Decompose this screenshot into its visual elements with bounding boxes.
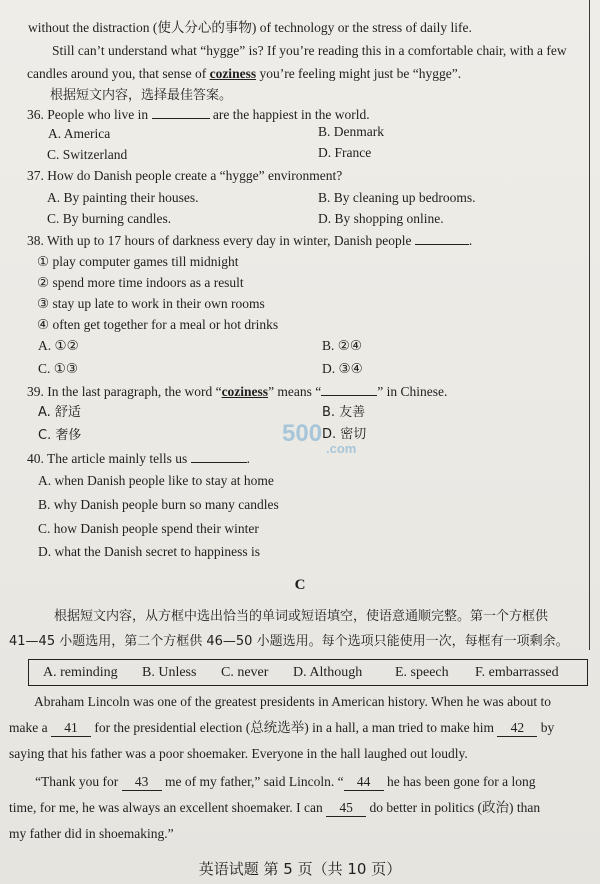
word-bank-option-d: D. Although bbox=[293, 665, 363, 680]
q37-option-c[interactable]: C. By burning candles. bbox=[47, 211, 172, 226]
passage-text: candles around you, that sense of bbox=[27, 66, 210, 81]
watermark-logo-icon bbox=[278, 415, 368, 457]
q36-option-c[interactable]: C. Switzerland bbox=[47, 147, 128, 162]
blank-43[interactable]: 43 bbox=[122, 774, 162, 791]
question-40-stem: 40. The article mainly tells us . bbox=[27, 451, 250, 466]
q38-item-2: ② spend more time indoors as a result bbox=[37, 275, 244, 290]
para-text: time, for me, he was always an excellent shoemaker. I can bbox=[9, 800, 327, 815]
word-bank-option-b: B. Unless bbox=[142, 665, 197, 680]
passage-line-2: Still can’t understand what “hygge” is? If you’re reading this in a comfortable chair, with a few bbox=[52, 43, 567, 58]
q36-option-d[interactable]: D. France bbox=[318, 145, 372, 160]
stem-text: 38. With up to 17 hours of darkness every day in winter, Danish people bbox=[27, 233, 412, 248]
q39-option-d[interactable]: D. 密切 bbox=[322, 427, 367, 442]
word-bank-box bbox=[28, 659, 588, 686]
coziness-word: coziness bbox=[221, 384, 269, 399]
answer-blank[interactable] bbox=[152, 118, 210, 119]
stem-text: ” means “ bbox=[268, 384, 322, 399]
passage-line-3 bbox=[27, 66, 461, 82]
paragraph-2-line-3: my father did in shoemaking.” bbox=[9, 826, 174, 841]
q37-option-d[interactable]: D. By shopping online. bbox=[318, 211, 444, 226]
question-37-stem: 37. How do Danish people create a “hygge” environment? bbox=[27, 168, 343, 183]
para-text: he has been gone for a long bbox=[383, 774, 536, 789]
para-text: me of my father,” said Lincoln. “ bbox=[161, 774, 344, 789]
instruction-text: 根据短文内容，选择最佳答案。 bbox=[50, 88, 233, 103]
q36-option-b[interactable]: B. Denmark bbox=[318, 124, 384, 139]
answer-blank[interactable] bbox=[321, 395, 377, 396]
coziness-word: coziness bbox=[209, 66, 257, 81]
q40-option-d[interactable]: D. what the Danish secret to happiness is bbox=[38, 544, 260, 559]
section-c-instruction-2: 41—45 小题选用，第二个方框供 46—50 小题选用。每个选项只能使用一次，每框有一项剩余。 bbox=[9, 634, 569, 649]
stem-text: 39. In the last paragraph, the word “ bbox=[27, 384, 222, 399]
word-bank-option-a: A. reminding bbox=[43, 665, 118, 680]
q36-option-a[interactable]: A. America bbox=[48, 126, 111, 141]
q38-option-b[interactable]: B. ②④ bbox=[322, 338, 362, 353]
answer-blank[interactable] bbox=[415, 244, 469, 245]
q40-option-c[interactable]: C. how Danish people spend their winter bbox=[38, 521, 259, 536]
q40-option-a[interactable]: A. when Danish people like to stay at home bbox=[38, 473, 274, 488]
para-text: for the presidential election (总统选举) in a hall, a man tried to make him bbox=[90, 720, 498, 735]
blank-42[interactable]: 42 bbox=[497, 720, 537, 737]
blank-44[interactable]: 44 bbox=[344, 774, 384, 791]
watermark-text: 500 bbox=[282, 420, 323, 447]
paragraph-2-line-2 bbox=[9, 800, 540, 817]
word-bank-option-f: F. embarrassed bbox=[475, 665, 559, 680]
q39-option-a[interactable]: A. 舒适 bbox=[38, 405, 81, 420]
paragraph-1-line-1: Abraham Lincoln was one of the greatest presidents in American history. When he was about to bbox=[34, 694, 551, 709]
blank-41[interactable]: 41 bbox=[51, 720, 91, 737]
stem-text: 40. The article mainly tells us bbox=[27, 451, 188, 466]
q40-option-b[interactable]: B. why Danish people burn so many candles bbox=[38, 497, 279, 512]
word-bank-option-e: E. speech bbox=[395, 665, 449, 680]
paragraph-2-line-1 bbox=[35, 774, 535, 791]
watermark-sub: .com bbox=[326, 441, 357, 456]
q38-option-c[interactable]: C. ①③ bbox=[38, 361, 78, 376]
q39-option-b[interactable]: B. 友善 bbox=[322, 405, 366, 420]
answer-blank[interactable] bbox=[191, 462, 247, 463]
para-text: by bbox=[537, 720, 555, 735]
paragraph-1-line-3: saying that his father was a poor shoemaker. Everyone in the hall laughed out loudly. bbox=[9, 746, 468, 761]
word-bank-option-c: C. never bbox=[221, 665, 269, 680]
para-text: “Thank you for bbox=[35, 774, 122, 789]
margin-line bbox=[589, 0, 590, 650]
page-footer: 英语试题 第 5 页（共 10 页） bbox=[198, 860, 402, 878]
stem-text: are the happiest in the world. bbox=[209, 107, 370, 122]
passage-line-1: without the distraction (使人分心的事物) of technology or the stress of daily life. bbox=[28, 20, 472, 35]
question-38-stem: 38. With up to 17 hours of darkness every day in winter, Danish people . bbox=[27, 233, 473, 248]
blank-45[interactable]: 45 bbox=[326, 800, 366, 817]
stem-text: 36. People who live in bbox=[27, 107, 152, 122]
q37-option-b[interactable]: B. By cleaning up bedrooms. bbox=[318, 190, 476, 205]
section-c-instruction-1: 根据短文内容，从方框中选出恰当的单词或短语填空，使语意通顺完整。第一个方框供 bbox=[54, 609, 549, 624]
q37-option-a[interactable]: A. By painting their houses. bbox=[47, 190, 199, 205]
question-36-stem bbox=[27, 107, 370, 123]
q38-option-d[interactable]: D. ③④ bbox=[322, 361, 363, 376]
paragraph-1-line-2 bbox=[9, 720, 554, 737]
q39-option-c[interactable]: C. 奢侈 bbox=[38, 428, 82, 443]
q38-item-1: ① play computer games till midnight bbox=[37, 254, 239, 269]
section-heading: C bbox=[294, 577, 306, 593]
passage-text: you’re feeling might just be “hygge”. bbox=[256, 66, 462, 81]
question-39-stem bbox=[27, 384, 447, 400]
q38-item-3: ③ stay up late to work in their own rooms bbox=[37, 296, 265, 311]
q38-item-4: ④ often get together for a meal or hot drinks bbox=[37, 317, 279, 332]
para-text: make a bbox=[9, 720, 51, 735]
para-text: do better in politics (政治) than bbox=[366, 800, 541, 815]
stem-text: ” in Chinese. bbox=[377, 384, 448, 399]
q38-option-a[interactable]: A. ①② bbox=[38, 338, 79, 353]
